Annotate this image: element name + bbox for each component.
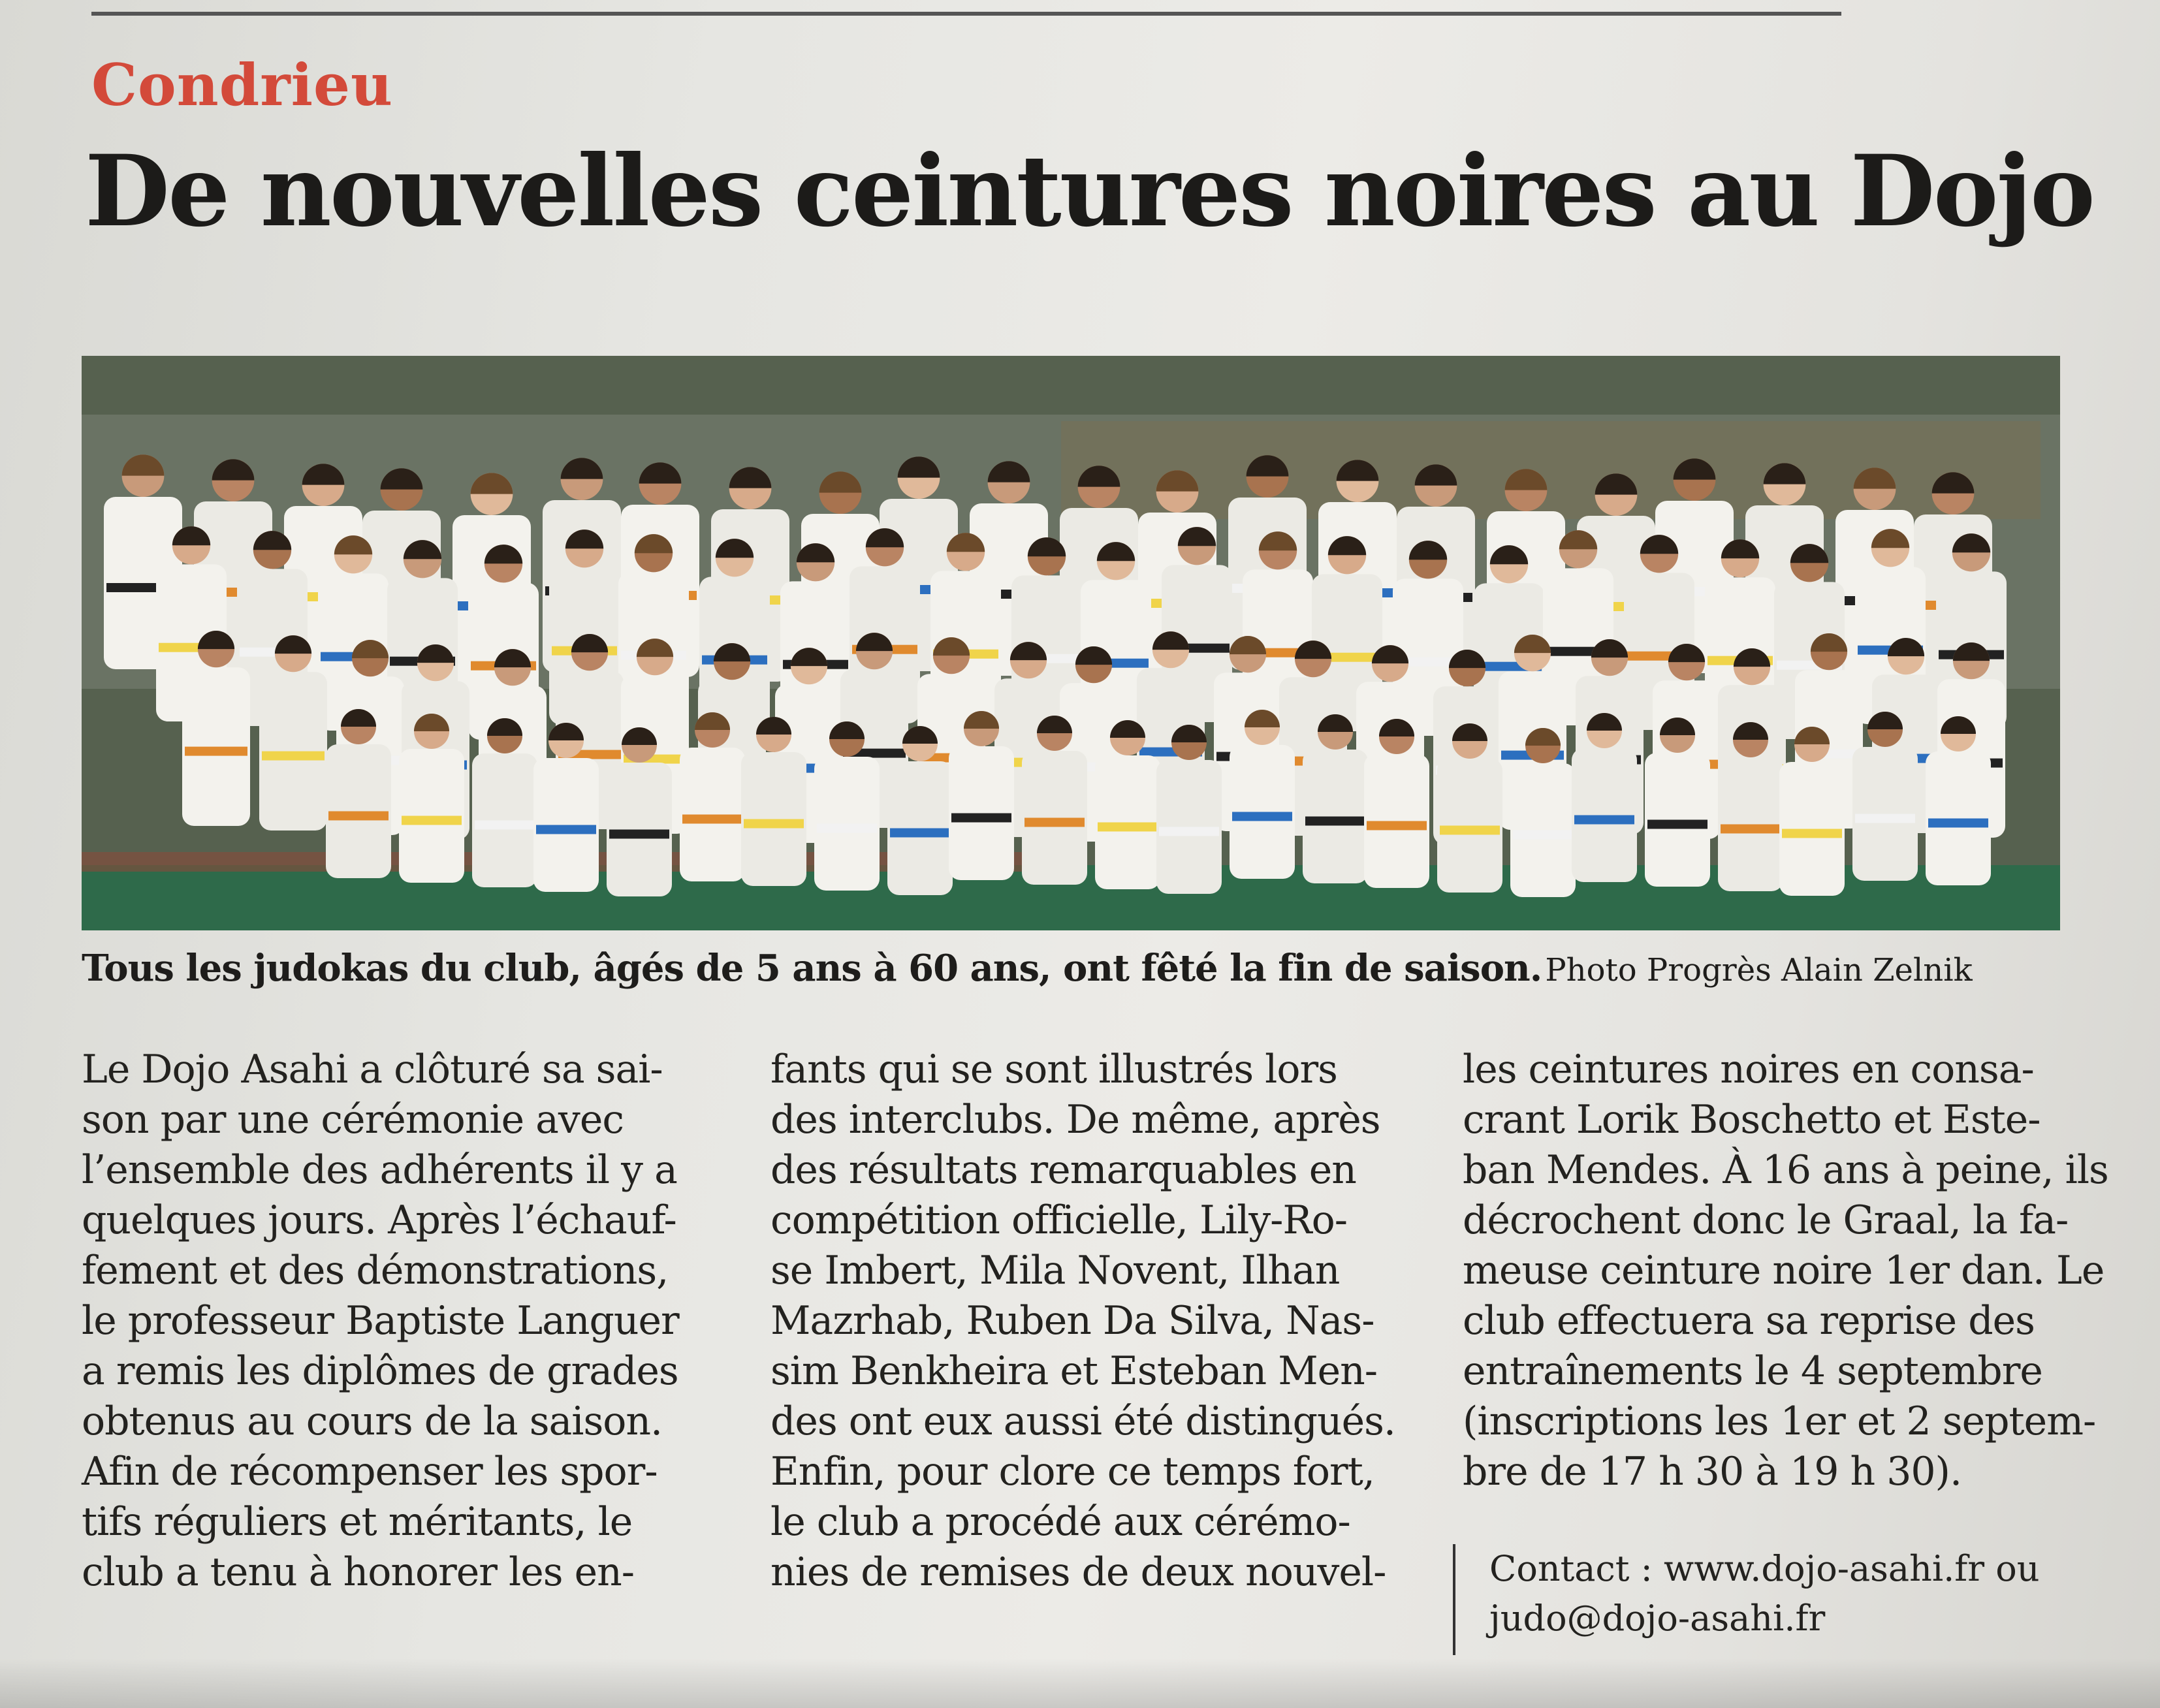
photo-caption-line [82, 947, 2106, 999]
kicker: Condrieu [91, 51, 394, 119]
text-line: quelques jours. Après l’échauf- [82, 1197, 676, 1243]
judoka-belt [609, 830, 669, 839]
text-line: son par une cérémonie avec [82, 1097, 624, 1143]
judoka-belt [402, 816, 462, 825]
text-line: l’ensemble des adhérents il y a [82, 1147, 677, 1193]
text-line: club effectuera sa reprise des [1463, 1298, 2035, 1344]
photo-caption: Tous les judokas du club, âgés de 5 ans à 60 ans, ont fêté la fin de saison. [82, 947, 1542, 990]
judoka-belt [1574, 815, 1634, 825]
top-rule [91, 12, 1841, 16]
contact-line: Contact : www.dojo-asahi.fr ou [1489, 1548, 2040, 1589]
judoka-belt [744, 819, 804, 829]
text-line: fants qui se sont illustrés lors [770, 1047, 1337, 1092]
judoka-belt [1232, 812, 1292, 821]
judoka-belt [1305, 817, 1365, 826]
text-line: a remis les diplômes de grades [82, 1348, 678, 1394]
page-shadow [0, 1658, 2160, 1708]
judoka-belt [475, 821, 535, 830]
text-line: Le Dojo Asahi a clôturé sa sai- [82, 1047, 663, 1092]
judoka-belt [1928, 819, 1988, 828]
text-line: ban Mendes. À 16 ans à peine, ils [1463, 1147, 2108, 1193]
text-line: obtenus au cours de la saison. [82, 1399, 663, 1444]
text-line: bre de 17 h 30 à 19 h 30). [1463, 1449, 1962, 1494]
judoka-belt [1098, 823, 1158, 832]
judoka-belt [1440, 826, 1500, 835]
judoka-belt [1855, 814, 1915, 823]
judoka-belt [1782, 829, 1842, 838]
judoka-belt [185, 747, 247, 756]
text-line: tifs réguliers et méritants, le [82, 1499, 633, 1545]
contact-box [1453, 1544, 2142, 1655]
text-line: nies de remises de deux nouvel- [770, 1549, 1386, 1595]
text-line: Mazrhab, Ruben Da Silva, Nas- [770, 1298, 1374, 1344]
judoka-belt [1367, 821, 1427, 830]
text-line: (inscriptions les 1er et 2 septem- [1463, 1399, 2096, 1444]
text-line: des ont eux aussi été distingués. [770, 1399, 1395, 1444]
judoka-belt [328, 812, 389, 821]
judoka-belt [536, 825, 596, 834]
judokas-illustration [82, 356, 2060, 930]
text-line: crant Lorik Boschetto et Este- [1463, 1097, 2041, 1143]
judoka-belt [262, 751, 325, 761]
group-photo [82, 356, 2060, 930]
article-column-1 [82, 1045, 722, 1598]
judoka-belt [1513, 830, 1573, 840]
article-column-2 [770, 1045, 1410, 1598]
judoka-belt [1647, 820, 1707, 829]
contact-line: judo@dojo-asahi.fr [1489, 1598, 1826, 1639]
text-line: sim Benkheira et Esteban Men- [770, 1348, 1378, 1394]
judoka-belt [1159, 827, 1219, 836]
text-line: décrochent donc le Graal, la fa- [1463, 1197, 2069, 1243]
judoka-belt [890, 829, 950, 838]
judoka-belt [682, 815, 742, 824]
judoka-belt [1721, 825, 1781, 834]
text-line: des interclubs. De même, après [770, 1097, 1380, 1143]
judoka-belt [951, 814, 1011, 823]
headline: De nouvelles ceintures noires au Dojo [85, 134, 2093, 249]
text-line: le club a procédé aux cérémo- [770, 1499, 1350, 1545]
judoka-belt [1024, 818, 1085, 827]
text-line: Enfin, pour clore ce temps fort, [770, 1449, 1374, 1494]
text-line: des résultats remarquables en [770, 1147, 1356, 1193]
text-line: le professeur Baptiste Languer [82, 1298, 679, 1344]
text-line: club a tenu à honorer les en- [82, 1549, 635, 1595]
photo-credit: Photo Progrès Alain Zelnik [1545, 952, 1973, 988]
text-line: les ceintures noires en consa- [1463, 1047, 2034, 1092]
text-line: Afin de récompenser les spor- [82, 1449, 658, 1494]
judoka-belt [817, 824, 877, 833]
text-line: se Imbert, Mila Novent, Ilhan [770, 1248, 1340, 1293]
article-column-3 [1463, 1045, 2108, 1497]
text-line: entraînements le 4 septembre [1463, 1348, 2042, 1394]
text-line: compétition officielle, Lily-Ro- [770, 1197, 1347, 1243]
text-line: meuse ceinture noire 1er dan. Le [1463, 1248, 2104, 1293]
text-line: fement et des démonstrations, [82, 1248, 669, 1293]
